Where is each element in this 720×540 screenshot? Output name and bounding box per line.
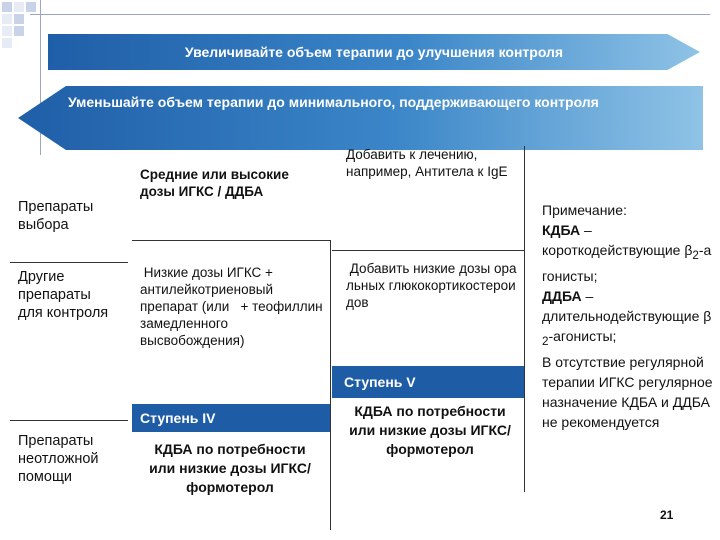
note-dash: – <box>581 287 594 304</box>
row-label-other: Другие препараты для контроля <box>18 269 109 321</box>
step5-reliever-text: КДБА по потребности или низкие дозы ИГКС/формотерол <box>349 403 511 457</box>
note-kdba-def-text: короткодействующие β <box>542 242 693 258</box>
note-kdba-line <box>542 220 714 240</box>
note-recommendation: В отсутствие регулярной терапии ИГКС регулярное назначение КДБА и ДДБА не рекомендуется <box>542 353 713 430</box>
column-divider <box>524 146 525 492</box>
step4-label-bar: Ступень IV <box>132 404 330 432</box>
note-ddba-line <box>542 286 714 306</box>
decor-square <box>26 2 36 12</box>
step5-separator <box>332 250 524 251</box>
note-subscript: 2 <box>692 248 699 262</box>
step4-separator <box>132 240 330 241</box>
step5-preferred-text: Добавить к лечению, например, Антитела к IgE <box>346 147 508 179</box>
step5-label-bar: Ступень V <box>332 366 524 398</box>
decor-square <box>14 14 24 24</box>
step5-other-text: Добавить низкие дозы оральных глюкокортикостероидов <box>346 261 517 310</box>
note-ddba-def-text: длительнодействующие β <box>542 307 712 324</box>
note-kdba-definition <box>542 240 714 286</box>
note-block <box>542 200 714 432</box>
decor-square <box>14 2 24 12</box>
note-subscript: 2 <box>542 334 549 348</box>
step4-preferred-text: Средние или высокие дозы ИГКС / ДДБА <box>140 167 289 199</box>
decor-square <box>2 26 12 36</box>
decor-square <box>2 2 12 12</box>
page-number: 21 <box>660 508 674 522</box>
note-ddba-abbr: ДДБА <box>542 287 582 304</box>
note-kdba-def-tail: -агонисты; <box>542 242 712 284</box>
step4-reliever-text: КДБА по потребности или низкие дозы ИГКС/формотерол <box>149 441 311 495</box>
increase-arrow-label: Увеличивайте объем терапии до улучшения контроля <box>184 44 564 60</box>
decor-square <box>14 26 24 36</box>
decor-square <box>2 38 12 48</box>
row-label-preferred: Препараты выбора <box>18 199 94 233</box>
step4-other-text: Низкие дозы ИГКС + антилейкотриеновый препарат (или + теофиллин замедленного высвобождения) <box>140 265 327 348</box>
row-separator <box>10 262 128 263</box>
decrease-arrow-label: Уменьшайте объем терапии до минимального, поддерживающего контроля <box>68 94 599 110</box>
row-label-reliever: Препараты неотложной помощи <box>18 433 99 485</box>
note-kdba-abbr: КДБА <box>542 222 581 238</box>
note-ddba-def-tail: -агонисты; <box>548 327 617 344</box>
note-ddba-definition <box>542 306 714 352</box>
column-divider <box>330 240 331 530</box>
note-dash: – <box>580 222 592 238</box>
note-title: Примечание: <box>542 202 627 218</box>
decor-square <box>2 14 12 24</box>
decor-horizontal-line <box>30 14 710 15</box>
row-separator <box>10 420 128 421</box>
